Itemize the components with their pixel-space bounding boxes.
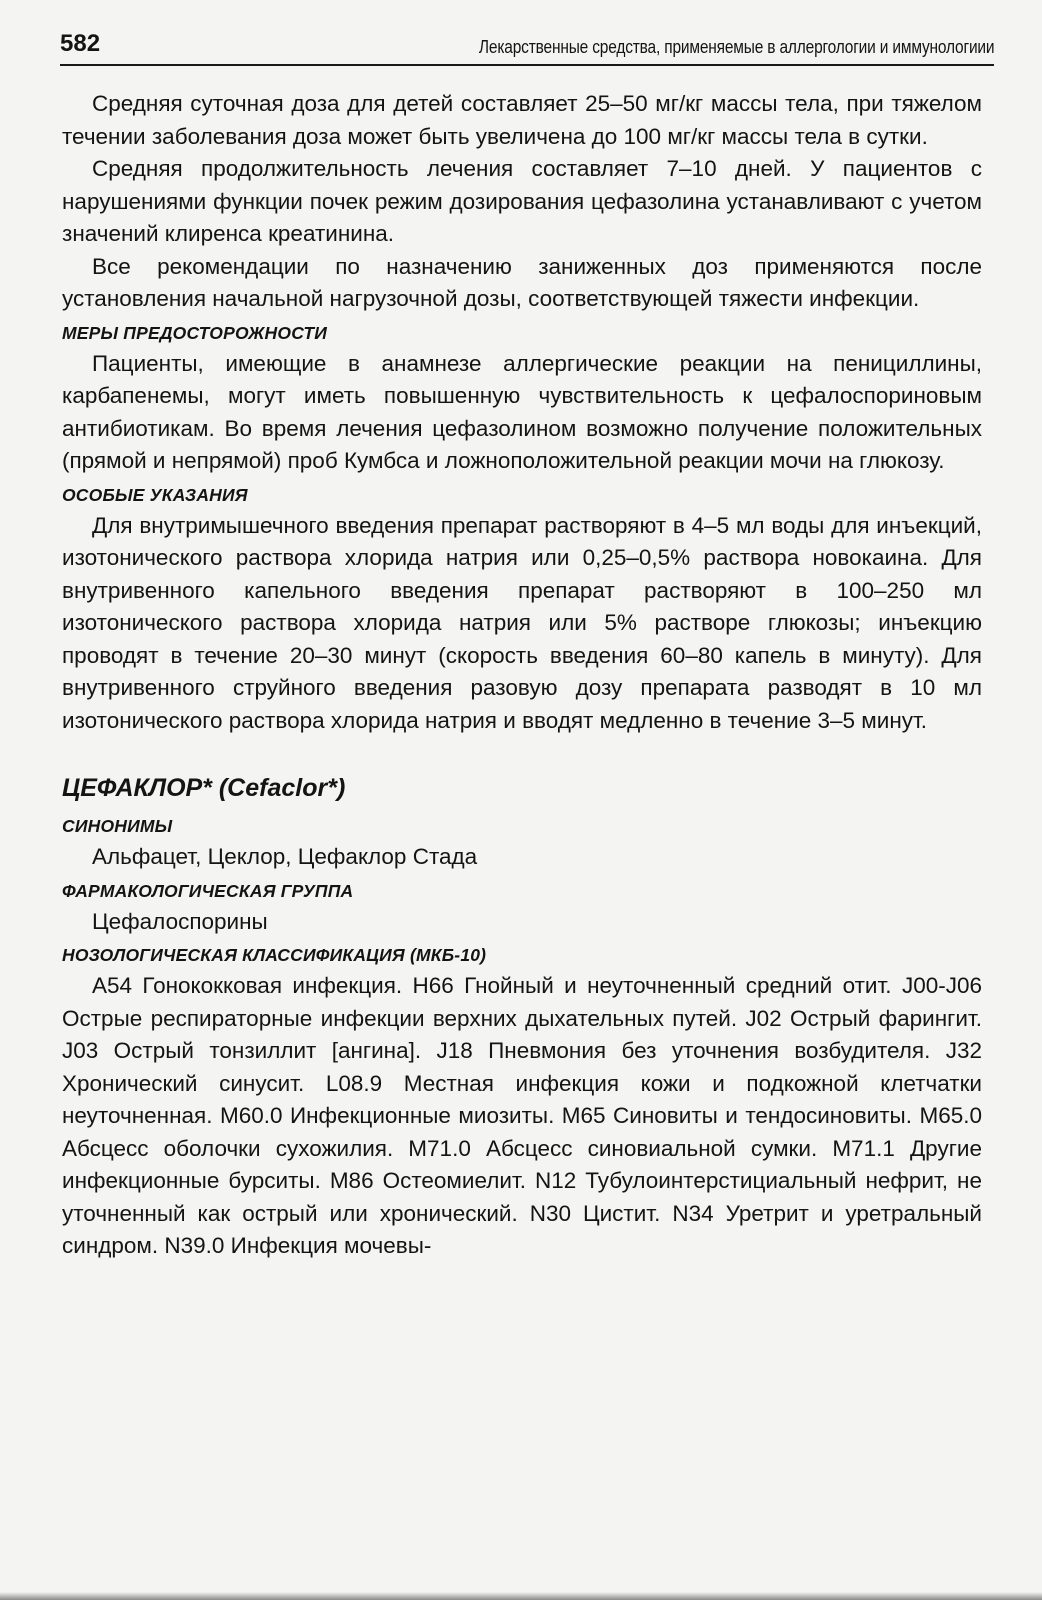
precautions-text: Пациенты, имеющие в анамнезе аллергические реакции на пенициллины, карбапенемы, могут иметь повышенную чувствительность к цефалоспориновым антибиотикам. Во время лечения цефазолином возможно получение положительных (прямой и непрямой) проб Кумбса и ложноположительной реакции мочи на глюкозу. [62, 350, 982, 473]
dosage-paragraph: Средняя суточная доза для детей составляет 25–50 мг/кг массы тела, при тяжелом течении заболевания доза может быть увеличена до 100 мг/кг массы тела в сутки. [62, 91, 982, 149]
duration-paragraph: Средняя продолжительность лечения составляет 7–10 дней. У пациентов с нарушениями функции почек режим дозирования цефазолина устанавливают с учетом значений клиренса креатинина. [62, 156, 982, 246]
nosology-text: А54 Гонококковая инфекция. H66 Гнойный и неуточненный средний отит. J00-J06 Острые респираторные инфекции верхних дыхательных путей. J02 Острый фарингит. J03 Острый тонзиллит [ангина]. J18 Пневмония без уточнения возбудителя. J32 Хронический синусит. L08.9 Местная инфекция кожи и подкожной клетчатки неуточненная. M60.0 Инфекционные миозиты. M65 Синовиты и тендосиновиты. M65.0 Абсцесс оболочки сухожилия. M71.0 Абсцесс синовиальной сумки. M71.1 Другие инфекционные бурситы. M86 Остеомиелит. N12 Тубулоинтерстициальный нефрит, не уточненный как острый или хронический. N30 Цистит. N34 Уретрит и уретральный синдром. N39.0 Инфекция мочевы- [62, 973, 982, 1258]
synonyms-text: Альфацет, Цеклор, Цефаклор Стада [92, 844, 478, 869]
drug-title: ЦЕФАКЛОР* (Cefaclor*) [62, 774, 346, 802]
page-header [60, 28, 994, 66]
synonyms-heading: СИНОНИМЫ [62, 816, 173, 836]
special-notes-text: Для внутримышечного введения препарат растворяют в 4–5 мл воды для инъекций, изотонического раствора хлорида натрия или 0,25–0,5% раствора новокаина. Для внутривенного капельного введения препарат растворяют в 100–250 мл изотонического раствора хлорида натрия или 5% растворе глюкозы; инъекцию проводят в течение 20–30 минут (скорость введения 60–80 капель в минуту). Для внутривенного струйного введения разовую дозу препарата разводят в 10 мл изотонического раствора хлорида натрия и вводят медленно в течение 3–5 минут. [62, 512, 982, 733]
precautions-heading: МЕРЫ ПРЕДОСТОРОЖНОСТИ [62, 322, 328, 343]
recommendations-paragraph: Все рекомендации по назначению заниженных доз применяются после установления начальной нагрузочной дозы, соответствующей тяжести инфекции. [62, 253, 982, 311]
pharmacological-group-text: Цефалоспорины [92, 908, 268, 934]
page-content [62, 88, 982, 1263]
special-notes-heading: ОСОБЫЕ УКАЗАНИЯ [62, 484, 248, 505]
page-bottom-edge [0, 1592, 1042, 1600]
pharmacological-group-heading: ФАРМАКОЛОГИЧЕСКАЯ ГРУППА [62, 880, 354, 901]
nosology-heading: НОЗОЛОГИЧЕСКАЯ КЛАССИФИКАЦИЯ (МКБ-10) [62, 945, 487, 965]
page-number: 582 [60, 30, 101, 57]
running-title: Лекарственные средства, применяемые в аллергологии и иммунологиии [478, 37, 994, 57]
